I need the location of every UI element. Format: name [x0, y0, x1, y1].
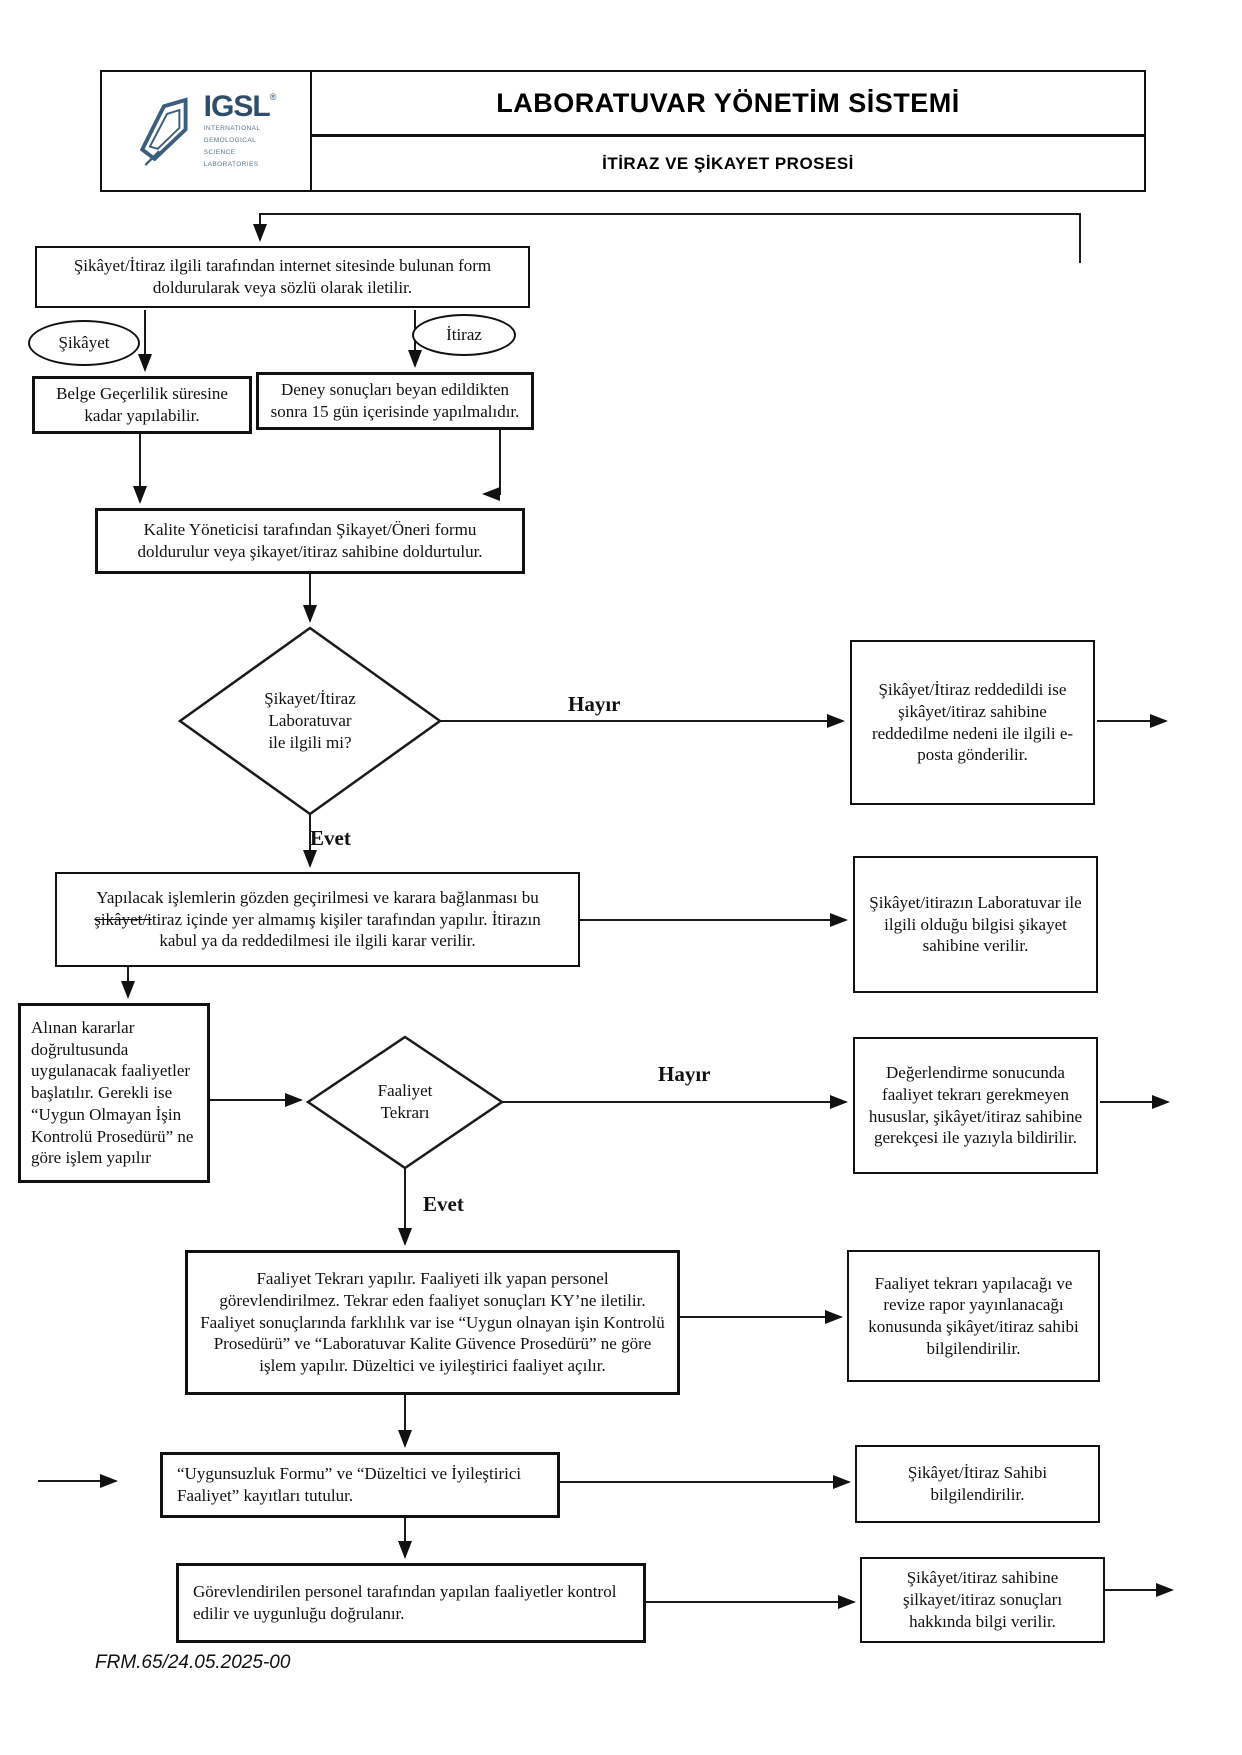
- reject-box: Şikâyet/İtiraz reddedildi ise şikâyet/itiraz sahibine reddedilme nedeni ile ilgili e-posta gönderilir.: [850, 640, 1095, 805]
- decision2-line: Tekrarı: [380, 1103, 430, 1122]
- brand-sub-line: GEMOLOGICAL: [203, 137, 257, 145]
- document-subtitle: İTİRAZ VE ŞİKAYET PROSESİ: [602, 153, 854, 173]
- brand-name: IGSL: [203, 90, 270, 124]
- result-inform-box: Şikâyet/itiraz sahibine şilkayet/itiraz sonuçları hakkında bilgi verilir.: [860, 1557, 1105, 1643]
- review-line1: Yapılacak işlemlerin gözden geçirilmesi ve karara bağlanması bu: [96, 887, 539, 907]
- connector-deney-to-kalite: [484, 430, 500, 494]
- decision2-text: [345, 1072, 465, 1132]
- no-repeat-box: Değerlendirme sonucunda faaliyet tekrarı gerekmeyen hususlar, şikâyet/itiraz sahibine gerekçesi ile yazıyla bildirilir.: [853, 1037, 1098, 1174]
- decision1-line: Şikayet/İtiraz: [264, 688, 356, 708]
- brand-sub-line: LABORATORIES: [203, 160, 259, 168]
- decision1-line: ile ilgili mi?: [268, 733, 352, 753]
- review-line2: [94, 909, 541, 931]
- actions-box: Alınan kararlar doğrultusunda uygulanacak faaliyetler başlatılır. Gerekli ise “Uygun Olmayan İşin Kontrolü Prosedürü” ne göre işlem yapılır: [18, 1003, 210, 1183]
- start-box: Şikâyet/İtiraz ilgili tarafından internet sitesinde bulunan form doldurularak veya sözlü olarak iletilir.: [35, 246, 530, 308]
- decision1-text: [230, 668, 390, 774]
- belge-box: Belge Geçerlilik süresine kadar yapılabilir.: [32, 376, 252, 434]
- decision2-yes-label: Evet: [423, 1192, 464, 1216]
- brand-sub-line: SCIENCE: [203, 149, 236, 156]
- decision2-no-label: Hayır: [658, 1062, 711, 1086]
- review-line2-rest: tiraz içinde yer almamış kişiler tarafından yapılır. İtirazın: [151, 909, 541, 929]
- decision1-yes-label: Evet: [310, 826, 351, 850]
- owner-inform-box: Şikâyet/İtiraz Sahibi bilgilendirilir.: [855, 1445, 1100, 1523]
- review-box: [55, 872, 580, 967]
- inform-box: Şikâyet/itirazın Laboratuvar ile ilgili olduğu bilgisi şikayet sahibine verilir.: [853, 856, 1098, 993]
- itiraz-oval: İtiraz: [412, 314, 516, 356]
- brand-sub-line: INTERNATIONAL: [203, 125, 261, 133]
- decision2-line: Faaliyet: [377, 1080, 433, 1100]
- repeat-box: Faaliyet Tekrarı yapılır. Faaliyeti ilk yapan personel görevlendirilmez. Tekrar eden faaliyet sonuçları KY’ne iletilir. Faaliyet sonuçlarında farklılık var ise “Uygun olnayan işin Kontrolü Prosedürü” ve “Laboratuvar Kalite Güvence Prosedürü” ne göre işlem yapılır. Düzeltici ve iyileştirici faaliyet açılır.: [185, 1250, 680, 1395]
- decision1-no-label: Hayır: [568, 692, 621, 716]
- sikayet-oval: Şikâyet: [28, 320, 140, 366]
- document-title: LABORATUVAR YÖNETİM SİSTEMİ: [496, 87, 960, 118]
- registered-mark: ®: [269, 92, 277, 103]
- control-box: Görevlendirilen personel tarafından yapılan faaliyetler kontrol edilir ve uygunluğu doğrulanır.: [176, 1563, 646, 1643]
- kalite-box: Kalite Yöneticisi tarafından Şikayet/Öneri formu doldurulur veya şikayet/itiraz sahibine doldurtulur.: [95, 508, 525, 574]
- review-struck-text: şikâyet/i: [94, 909, 152, 929]
- repeat-inform-box: Faaliyet tekrarı yapılacağı ve revize rapor yayınlanacağı konusunda şikâyet/itiraz sahibi bilgilendirilir.: [847, 1250, 1100, 1382]
- deney-box: Deney sonuçları beyan edildikten sonra 15 gün içerisinde yapılmalıdır.: [256, 372, 534, 430]
- review-line3: kabul ya da reddedilmesi ile ilgili karar verilir.: [159, 931, 476, 951]
- decision1-line: Laboratuvar: [268, 710, 352, 730]
- records-box: “Uygunsuzluk Formu” ve “Düzeltici ve İyileştirici Faaliyet” kayıtları tutulur.: [160, 1452, 560, 1518]
- document-code: FRM.65/24.05.2025-00: [95, 1652, 291, 1673]
